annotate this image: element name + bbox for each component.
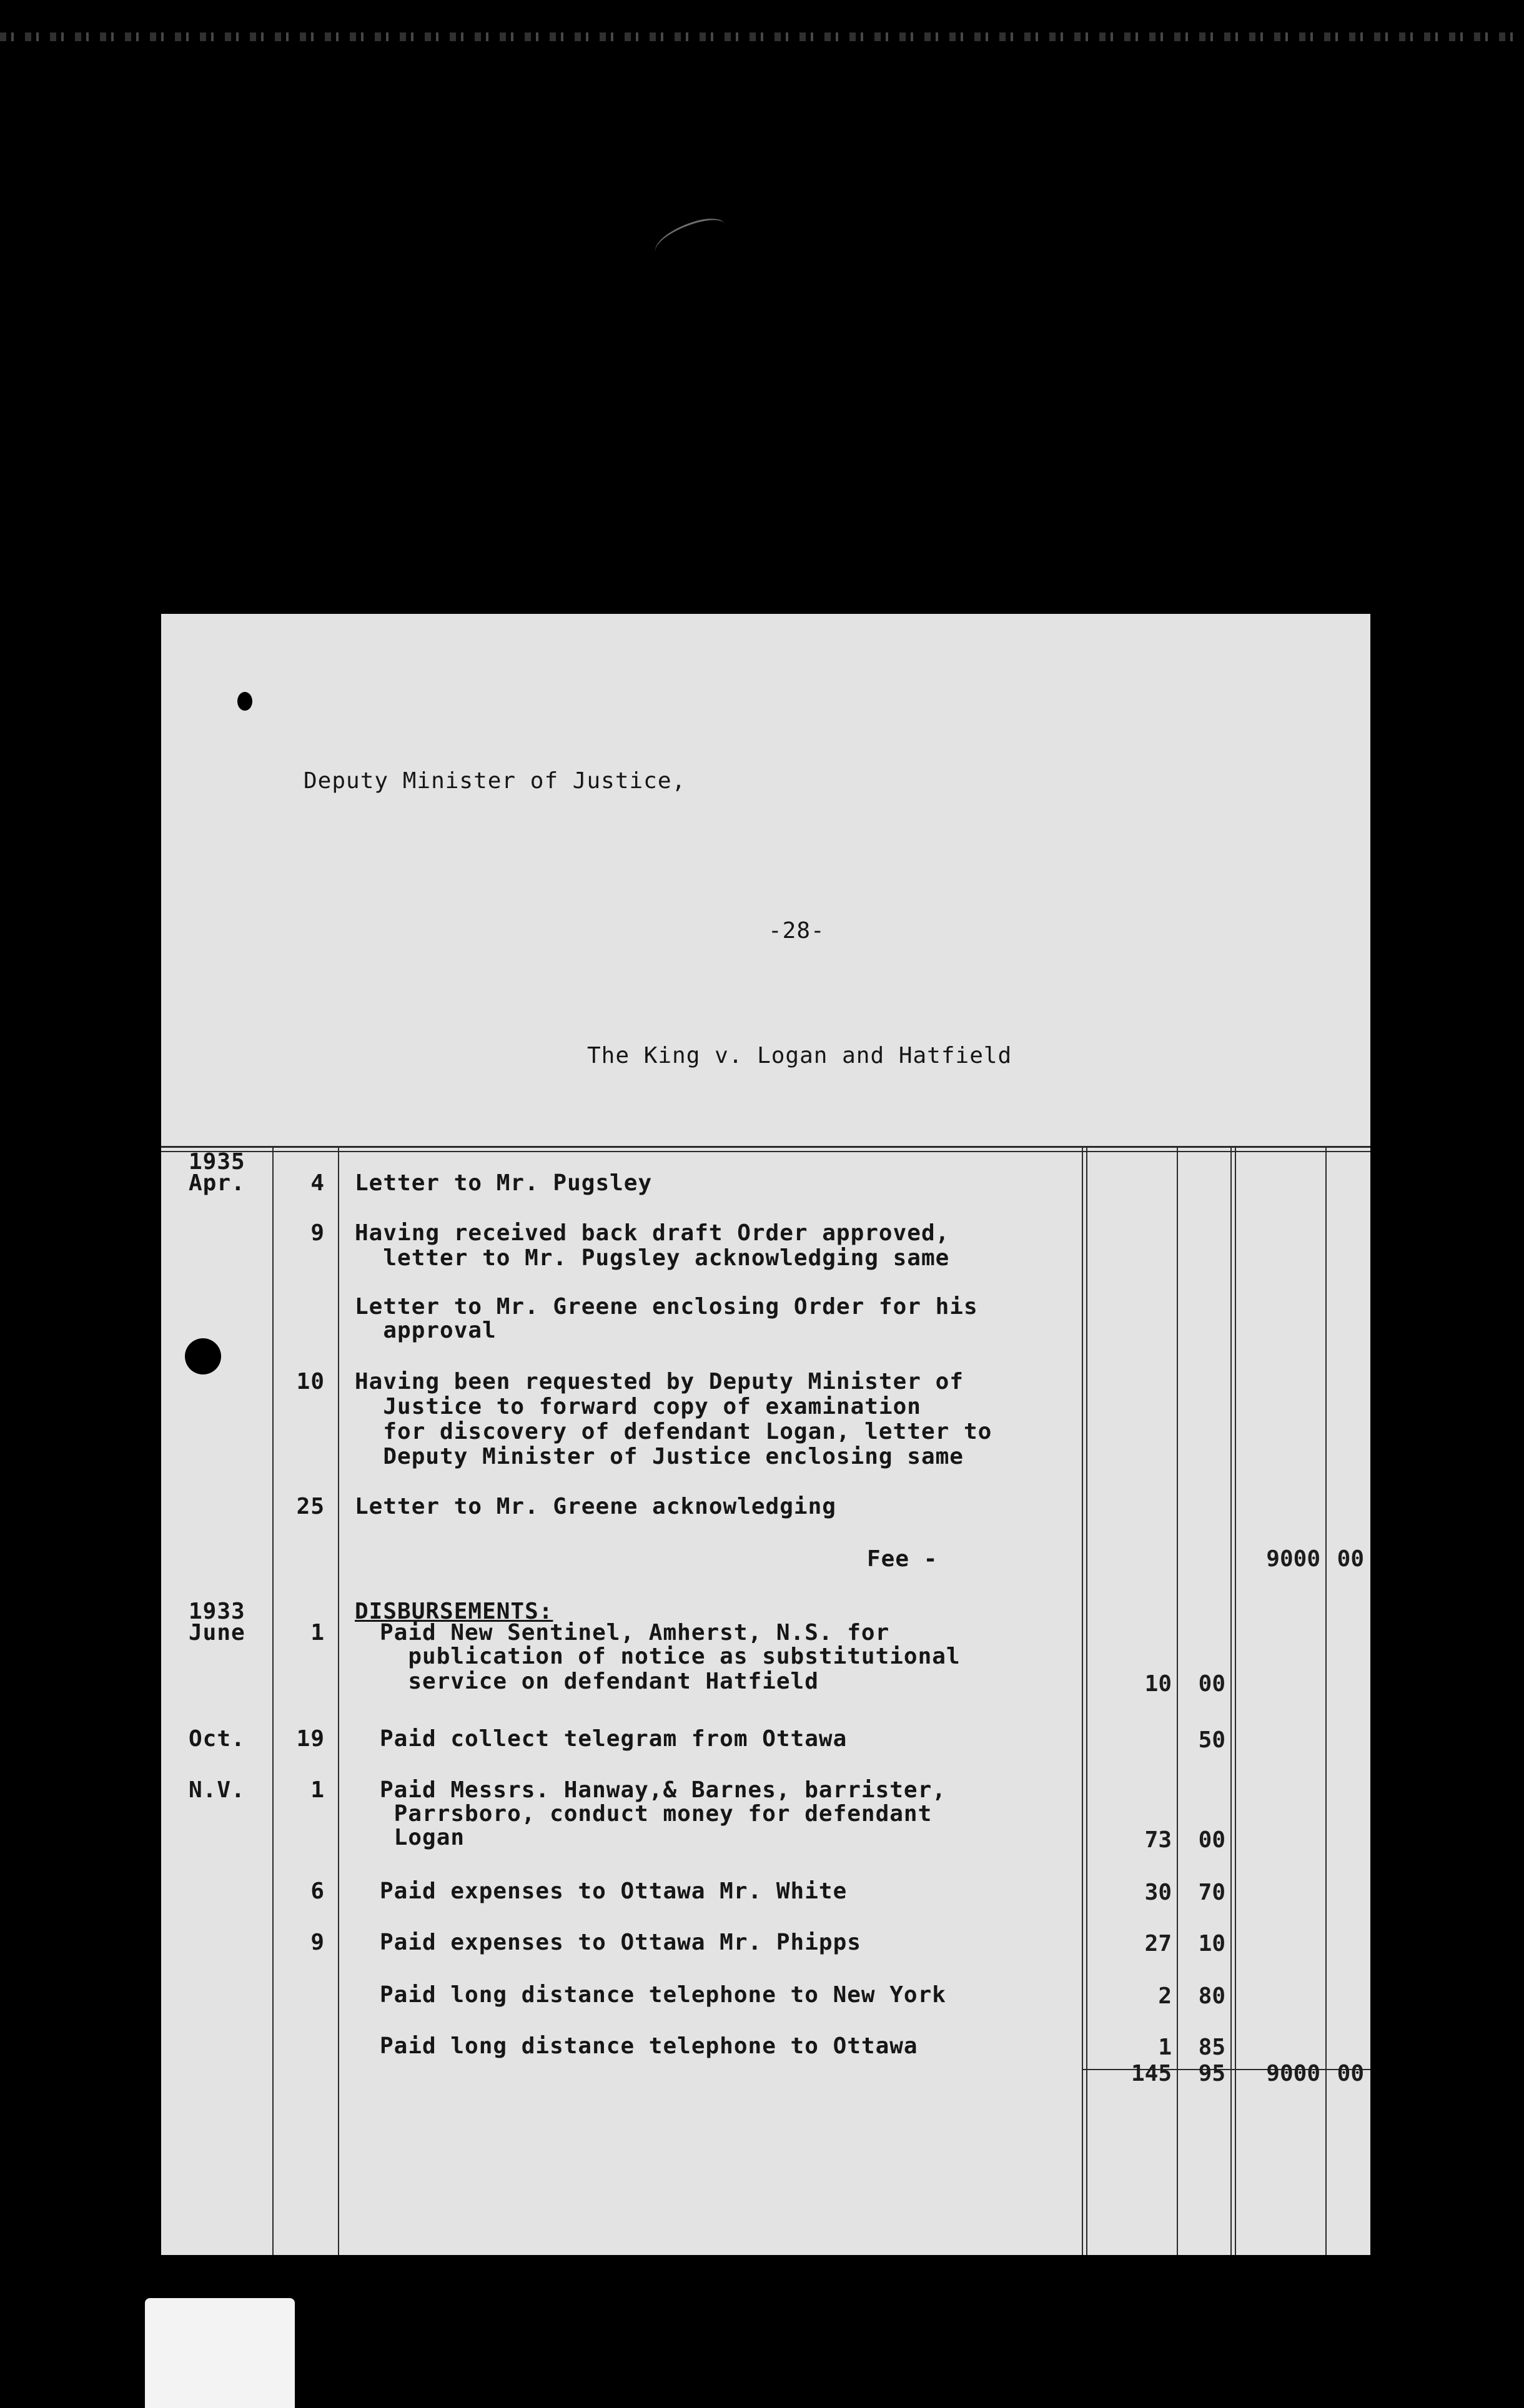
col-rule-day xyxy=(338,1148,339,2255)
month-label: Oct. xyxy=(189,1726,245,1752)
disb-line: Paid collect telegram from Ottawa xyxy=(380,1726,848,1752)
disb-line: service on defendant Hatfield xyxy=(380,1669,819,1694)
disb-line: Parrsboro, conduct money for defendant xyxy=(380,1801,933,1827)
col-rule-amount xyxy=(1082,1148,1083,2255)
disb-day: 1 xyxy=(310,1620,325,1646)
disb-day: 9 xyxy=(310,1930,325,1955)
col-rule-total-cents xyxy=(1325,1148,1327,2255)
disb-dollars: 30 xyxy=(1144,1880,1172,1905)
film-scratch xyxy=(650,213,731,265)
disb-day: 6 xyxy=(310,1878,325,1904)
entry-line: Letter to Mr. Pugsley xyxy=(355,1170,653,1196)
entry-line: Deputy Minister of Justice enclosing same xyxy=(355,1444,964,1469)
next-sheet-edge xyxy=(145,2298,295,2408)
disb-dollars: 73 xyxy=(1144,1827,1172,1853)
disb-line: Paid expenses to Ottawa Mr. Phipps xyxy=(380,1930,861,1955)
disb-total-cents: 95 xyxy=(1198,2061,1225,2086)
year-label: 1935 xyxy=(189,1149,245,1175)
entry-line: for discovery of defendant Logan, letter to xyxy=(355,1419,992,1444)
disb-dollars: 1 xyxy=(1158,2035,1172,2060)
col-rule-amount xyxy=(1086,1148,1087,2255)
punch-hole xyxy=(237,692,252,711)
disb-line: Paid New Sentinel, Amherst, N.S. for xyxy=(380,1620,890,1646)
entry-line: Letter to Mr. Greene acknowledging xyxy=(355,1494,836,1519)
disb-cents: 00 xyxy=(1198,1671,1225,1697)
disb-dollars: 27 xyxy=(1144,1931,1172,1956)
disb-line: Logan xyxy=(380,1825,465,1850)
entry-line: Letter to Mr. Greene enclosing Order for his xyxy=(355,1294,978,1320)
disb-line: Paid long distance telephone to New York xyxy=(380,1982,946,2008)
table-top-rule xyxy=(161,1146,1370,1148)
entry-day: 25 xyxy=(296,1494,325,1519)
disbursements-heading: DISBURSEMENTS: xyxy=(355,1599,553,1624)
disb-line: publication of notice as substitutional xyxy=(380,1644,961,1669)
year-label: 1933 xyxy=(189,1599,245,1624)
month-label: June xyxy=(189,1620,245,1646)
disb-day: 19 xyxy=(296,1726,325,1752)
entry-line: approval xyxy=(355,1318,497,1343)
disb-cents: 85 xyxy=(1198,2035,1225,2060)
disb-dollars: 10 xyxy=(1144,1671,1172,1697)
entry-day: 4 xyxy=(310,1170,325,1196)
month-label: Apr. xyxy=(189,1170,245,1196)
page-number: -28- xyxy=(768,918,825,944)
disb-cents: 80 xyxy=(1198,1983,1225,2009)
col-rule-date xyxy=(272,1148,274,2255)
fee-label: Fee - xyxy=(867,1546,938,1572)
entry-line: Having been requested by Deputy Minister of xyxy=(355,1369,964,1394)
entry-day: 10 xyxy=(296,1369,325,1394)
disb-dollars: 2 xyxy=(1158,1983,1172,2009)
disb-cents: 00 xyxy=(1198,1827,1225,1853)
entry-day: 9 xyxy=(310,1220,325,1246)
disb-line: Paid expenses to Ottawa Mr. White xyxy=(380,1878,848,1904)
disb-day: 1 xyxy=(310,1777,325,1803)
entry-line: Justice to forward copy of examination xyxy=(355,1394,921,1419)
disb-line: Paid Messrs. Hanway,& Barnes, barrister, xyxy=(380,1777,946,1803)
disb-cents: 50 xyxy=(1198,1727,1225,1753)
addressee: Deputy Minister of Justice, xyxy=(304,768,686,794)
col-rule-cents xyxy=(1177,1148,1178,2255)
punch-hole xyxy=(185,1338,221,1374)
entry-line: letter to Mr. Pugsley acknowledging same xyxy=(355,1245,950,1271)
document-page xyxy=(161,614,1370,2255)
fee-total-cents: 00 xyxy=(1337,2061,1364,2086)
fee-cents: 00 xyxy=(1337,1546,1364,1572)
disb-line: Paid long distance telephone to Ottawa xyxy=(380,2033,918,2059)
col-rule-total xyxy=(1230,1148,1232,2255)
col-rule-total xyxy=(1235,1148,1236,2255)
disb-cents: 10 xyxy=(1198,1931,1225,1956)
disb-total-dollars: 145 xyxy=(1131,2061,1172,2086)
fee-total-dollars: 9000 xyxy=(1266,2061,1320,2086)
disb-cents: 70 xyxy=(1198,1880,1225,1905)
month-label: N.V. xyxy=(189,1777,245,1803)
case-title: The King v. Logan and Hatfield xyxy=(587,1043,1012,1068)
film-edge xyxy=(0,32,1524,41)
entry-line: Having received back draft Order approved, xyxy=(355,1220,950,1246)
fee-dollars: 9000 xyxy=(1266,1546,1320,1572)
table-top-rule xyxy=(161,1151,1370,1152)
